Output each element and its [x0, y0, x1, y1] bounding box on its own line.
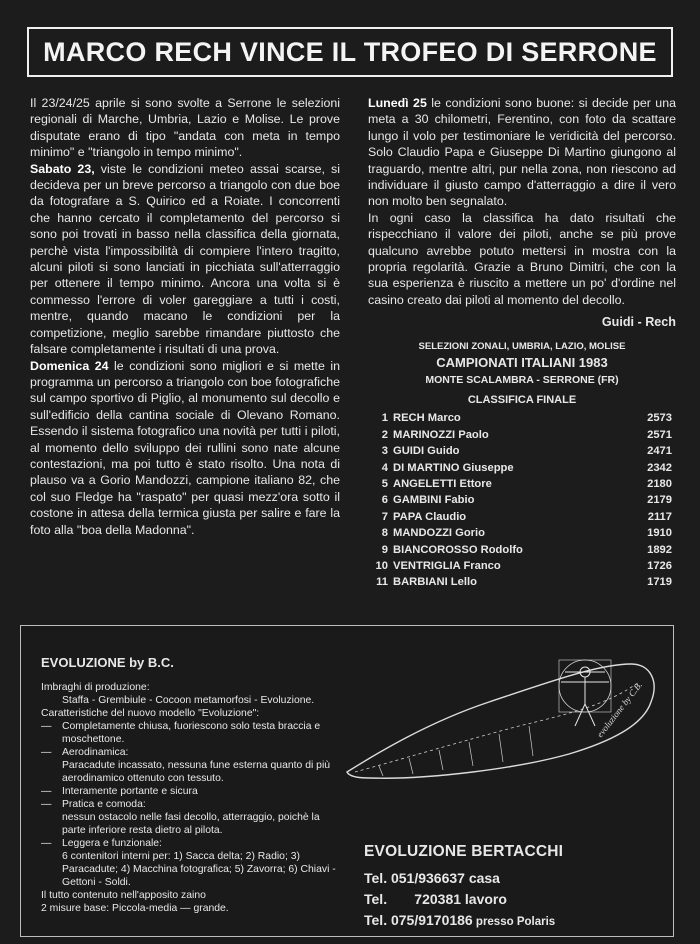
- ranking-position: 2: [381, 428, 388, 441]
- ranking-row: [372, 492, 672, 508]
- phone-row: Tel. 051/936637 casa: [364, 870, 500, 886]
- ranking-heading: CAMPIONATI ITALIANI 1983: [436, 355, 608, 371]
- company-name: EVOLUZIONE BERTACCHI: [364, 843, 564, 860]
- ranking-position: 6: [381, 494, 388, 507]
- advert-line: 6 contenitori interni per: 1) Sacca delta; 2) Radio; 3) Paracadute; 4) Macchina fotografica; 5) Zavorra; 6) Chiavi - Gettoni - Soldi.: [62, 851, 336, 888]
- pilot-name: ANGELETTI Ettore: [393, 477, 492, 490]
- ranking-points: 2117: [647, 510, 672, 523]
- advert-line: Imbraghi di produzione:: [41, 682, 150, 693]
- paragraph: In ogni caso la classifica ha dato risultati che rispecchiano il valore dei piloti, anche se più prove qualcuno avrebbe potuto mettersi in mostra con la propria regolarità. Grazie a Bruno Dimitri, che con la sua esperienza è riuscito a mettere un po' d'ordine nel casino creato dai piloti al momento del decollo.: [368, 210, 676, 307]
- ranking-row: [372, 558, 672, 574]
- pilot-name: BARBIANI Lello: [393, 576, 477, 589]
- advert-lines: [41, 681, 341, 915]
- paragraph: Domenica 24 le condizioni sono migliori e si mette in programma un percorso a triangolo con boe fotografiche sul campo sportivo di Piglio, al monumento sul decollo e sull'edificio della cantina sociale di Olevano Romano. Essendo il sistema fotografico una novità per tutti i piloti, al momento dello sviluppo dei rullini sono nate alcune contestazioni, ma poi tutto è stato risolto. Una nota di plauso va a Gorio Mandozzi, campione italiano 82, che col suo Fledge ha "raspato" per quasi mezz'ora sotto il costone in attesa della termica giusta per salire e fare la foto alla "boa della Madonna".: [30, 358, 340, 537]
- contact-block: [364, 843, 664, 933]
- pilot-name: GUIDI Guido: [393, 445, 460, 458]
- pilot-name: PAPA Claudio: [393, 510, 467, 523]
- illustration-caption: evoluzione by C.B.: [594, 679, 645, 740]
- harness-pleats: [379, 726, 533, 776]
- advert-line: Caratteristiche del nuovo modello "Evoluzione":: [41, 708, 260, 719]
- phone-row: Tel. 075/9170186 presso Polaris: [364, 912, 556, 928]
- ranking-subtitle: SELEZIONI ZONALI, UMBRIA, LAZIO, MOLISE: [418, 340, 626, 352]
- pilot-name: RECH Marco: [393, 412, 461, 425]
- article-right-column: [368, 95, 676, 591]
- advert-title: EVOLUZIONE by B.C.: [41, 655, 174, 670]
- ranking-location: MONTE SCALAMBRA - SERRONE (FR): [425, 373, 619, 386]
- advert-line: — Interamente portante e sicura: [41, 786, 198, 797]
- advert-line: Staffa - Grembiule - Cocoon metamorfosi - Evoluzione.: [62, 695, 315, 706]
- phone-row: Tel. 720381 lavoro: [364, 891, 507, 907]
- advert-line: nessun ostacolo nelle fasi decollo, atterraggio, poichè la parte inferiore resta dietro al pilota.: [62, 812, 320, 836]
- advert-line: 2 misure base: Piccola-media — grande.: [41, 903, 229, 914]
- ranking-row: [372, 427, 672, 443]
- ranking-points: 1719: [647, 576, 672, 589]
- ranking-position: 10: [375, 559, 388, 572]
- ranking-points: 1910: [647, 527, 672, 540]
- ranking-position: 8: [381, 527, 388, 540]
- advert-box: [20, 625, 674, 937]
- ranking-points: 2342: [647, 461, 672, 474]
- advert-line: Il tutto contenuto nell'apposito zaino: [41, 890, 206, 901]
- advert-line: — Leggera e funzionale:: [41, 838, 162, 849]
- ranking-points: 2573: [647, 412, 672, 425]
- ranking-table: [372, 410, 672, 590]
- paragraph: Il 23/24/25 aprile si sono svolte a Serrone le selezioni regionali di Marche, Umbria, Lazio e Molise. Le prove disputate erano di tipo "andata con meta in tempo minimo" e "triangolo in tempo minimo".: [30, 96, 340, 160]
- ranking-position: 7: [381, 510, 388, 523]
- pilot-name: BIANCOROSSO Rodolfo: [393, 543, 523, 556]
- ranking-points: 1892: [647, 543, 672, 556]
- ranking-row: [372, 460, 672, 476]
- pilot-name: GAMBINI Fabio: [393, 494, 475, 507]
- ranking-points: 2571: [647, 428, 672, 441]
- harness-seam: [355, 682, 639, 772]
- ranking-position: 9: [381, 543, 388, 556]
- advert-line: Paracadute incassato, nessuna fune esterna quanto di più aerodinamico ottenuto con tessuto.: [62, 760, 331, 784]
- ranking-row: [372, 525, 672, 541]
- phone-list: [364, 870, 664, 928]
- pilot-name: DI MARTINO Giuseppe: [393, 461, 514, 474]
- ranking-points: 1726: [647, 559, 672, 572]
- paragraph: Sabato 23, viste le condizioni meteo assai scarse, si decideva per un breve percorso a triangolo con due boe da fotografare a S. Quirico ed a Roiate. I concorrenti che hanno cercato il completamento del percorso si sono poi trovati in basso nella classifica della giornata, perchè vista l'impossibilità di compiere l'intero tragitto, alcuni piloti si sono lanciati in picchiata sull'atterraggio per ottenere il tempo minimo. Ancora una volta si è commesso l'errore di voler gareggiare a tutti i costi, mentre, quando macano le condizioni per la competizione, meglio sarebbe rimandare piuttosto che falsare completamente i risultati di una prova.: [30, 161, 341, 357]
- headline-box: [27, 27, 673, 77]
- pilot-name: MARINOZZI Paolo: [393, 428, 489, 441]
- ranking-row: [372, 574, 672, 590]
- pilot-name: VENTRIGLIA Franco: [393, 559, 501, 572]
- ranking-position: 3: [381, 445, 388, 458]
- ranking-position: 11: [376, 576, 388, 589]
- ranking-row: [372, 509, 672, 525]
- ranking-position: 1: [381, 412, 388, 425]
- pilot-name: MANDOZZI Gorio: [393, 527, 485, 540]
- author-signature: Guidi - Rech: [601, 315, 676, 330]
- harness-illustration: [339, 642, 663, 802]
- ranking-position: 4: [381, 461, 388, 474]
- advert-line: — Completamente chiusa, fuoriescono solo testa braccia e moschettone.: [41, 721, 321, 745]
- ranking-points: 2471: [647, 445, 672, 458]
- ranking-table-title: CLASSIFICA FINALE: [467, 393, 577, 406]
- headline: MARCO RECH VINCE IL TROFEO DI SERRONE: [43, 36, 657, 67]
- ranking-row: [372, 476, 672, 492]
- ranking-header: [368, 339, 676, 409]
- ranking-row: [372, 410, 672, 426]
- advert-line: — Pratica e comoda:: [41, 799, 146, 810]
- paragraph: Lunedì 25 le condizioni sono buone: si decide per una meta a 30 chilometri, Ferentino, con foto da scattare lungo il volo per testimoniare le veridicità del percorso. Solo Claudio Papa e Giuseppe Di Martino giungono al traguardo, mentre altri, pur nella zona, non riescono ad individuare il giusto campo d'atterraggio a dire il vero non molto ben segnalato.: [368, 96, 676, 209]
- advert-text: [41, 656, 341, 915]
- article-left-column: [30, 95, 340, 538]
- ranking-points: 2180: [647, 477, 672, 490]
- advert-line: — Aerodinamica:: [41, 747, 129, 758]
- ranking-points: 2179: [647, 494, 672, 507]
- ranking-position: 5: [381, 477, 388, 490]
- ranking-row: [372, 542, 672, 558]
- ranking-row: [372, 443, 672, 459]
